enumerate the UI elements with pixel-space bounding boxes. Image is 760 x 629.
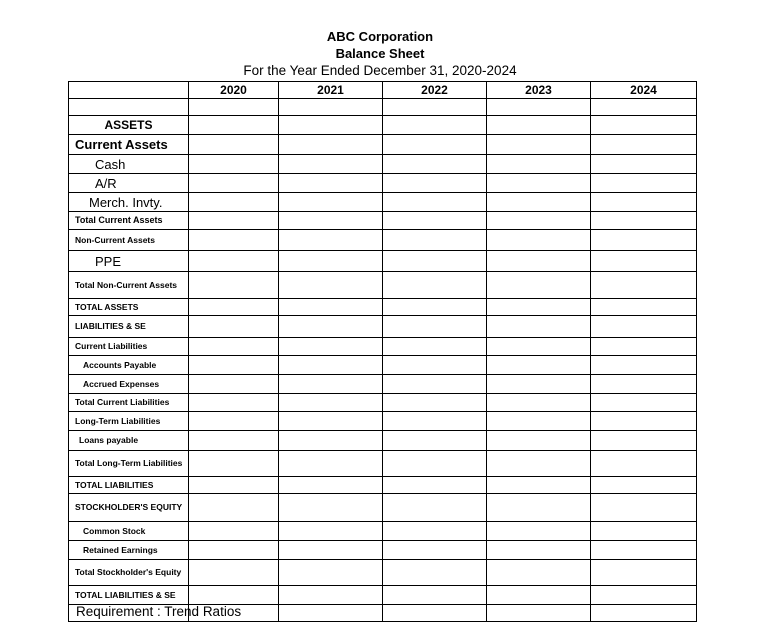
row-label-cell [69,431,189,451]
row-label-cell [69,394,189,412]
table-row [69,560,697,586]
row-label-cell [69,356,189,375]
value-cell [591,477,697,494]
value-cell [279,316,383,338]
value-cell [487,338,591,356]
value-cell [279,338,383,356]
value-cell [189,541,279,560]
value-cell [383,193,487,212]
value-cell [591,522,697,541]
value-cell [383,230,487,251]
row-label-cell [69,299,189,316]
value-cell [591,272,697,299]
row-label-cell [69,230,189,251]
value-cell [591,116,697,135]
value-cell [189,99,279,116]
value-cell [279,451,383,477]
value-cell [383,251,487,272]
value-cell [487,135,591,155]
year-header: 2021 [279,82,383,99]
value-cell [487,375,591,394]
value-cell [279,155,383,174]
row-label: Current Assets [75,137,168,152]
value-cell [591,251,697,272]
value-cell [487,394,591,412]
value-cell [189,477,279,494]
row-label: Current Liabilities [75,341,148,351]
value-cell [189,193,279,212]
table-row [69,174,697,193]
table-row [69,99,697,116]
value-cell [383,394,487,412]
value-cell [487,356,591,375]
row-label-cell [69,251,189,272]
value-cell [189,494,279,522]
balance-sheet-table [68,81,697,622]
value-cell [279,586,383,605]
value-cell [279,541,383,560]
value-cell [487,174,591,193]
value-cell [487,230,591,251]
year-header: 2022 [383,82,487,99]
year-header: 2023 [487,82,591,99]
value-cell [189,230,279,251]
value-cell [279,116,383,135]
value-cell [487,560,591,586]
value-cell [279,522,383,541]
row-label: A/R [95,175,117,191]
value-cell [487,494,591,522]
row-label: Merch. Invty. [89,194,163,210]
value-cell [279,356,383,375]
table-row [69,230,697,251]
row-label-cell [69,494,189,522]
value-cell [189,412,279,431]
row-label: Cash [95,156,126,172]
value-cell [189,560,279,586]
value-cell [591,494,697,522]
table-row [69,494,697,522]
value-cell [279,212,383,230]
value-cell [591,299,697,316]
table-row [69,586,697,605]
table-row [69,193,697,212]
value-cell [383,272,487,299]
value-cell [279,251,383,272]
value-cell [591,394,697,412]
value-cell [383,412,487,431]
value-cell [591,451,697,477]
corner-cell [69,82,189,99]
value-cell [189,394,279,412]
row-label: Retained Earnings [83,544,158,555]
value-cell [279,560,383,586]
value-cell [383,99,487,116]
value-cell [591,155,697,174]
table-row [69,316,697,338]
value-cell [383,451,487,477]
row-label: Loans payable [79,435,139,445]
value-cell [591,135,697,155]
row-label-cell [69,586,189,605]
value-cell [279,394,383,412]
row-label-cell [69,375,189,394]
value-cell [189,431,279,451]
table-row [69,412,697,431]
value-cell [189,272,279,299]
value-cell [279,412,383,431]
value-cell [189,356,279,375]
value-cell [383,212,487,230]
table-row [69,431,697,451]
value-cell [487,299,591,316]
row-label: Non-Current Assets [75,234,155,245]
value-cell [383,338,487,356]
value-cell [487,99,591,116]
value-cell [487,251,591,272]
row-label: Accounts Payable [83,359,157,370]
value-cell [487,212,591,230]
value-cell [591,586,697,605]
row-label: Total Current Liabilities [75,397,170,407]
value-cell [487,431,591,451]
value-cell [591,560,697,586]
value-cell [383,299,487,316]
row-label: TOTAL LIABILITIES & SE [75,589,176,600]
row-label-cell [69,316,189,338]
value-cell [383,560,487,586]
table-row [69,135,697,155]
value-cell [279,431,383,451]
row-label: PPE [95,253,122,269]
value-cell [591,375,697,394]
value-cell [279,193,383,212]
row-label: TOTAL LIABILITIES [75,479,154,490]
row-label: Total Current Assets [75,215,163,225]
requirement-note: Requirement : Trend Ratios [76,604,242,619]
value-cell [279,375,383,394]
value-cell [189,251,279,272]
value-cell [591,99,697,116]
row-label-cell [69,212,189,230]
value-cell [487,605,591,622]
row-label: Accrued Expenses [83,378,160,389]
table-row [69,116,697,135]
value-cell [279,299,383,316]
value-cell [591,338,697,356]
value-cell [279,605,383,622]
value-cell [487,272,591,299]
value-cell [189,451,279,477]
value-cell [487,116,591,135]
value-cell [591,230,697,251]
row-label: TOTAL ASSETS [75,301,139,312]
value-cell [279,135,383,155]
value-cell [383,174,487,193]
row-label-cell [69,116,189,135]
table-row [69,375,697,394]
row-label-cell [69,174,189,193]
row-label: Total Non-Current Assets [75,279,178,290]
value-cell [591,541,697,560]
table-row [69,299,697,316]
row-label-cell [69,541,189,560]
table-row [69,272,697,299]
value-cell [487,586,591,605]
value-cell [189,299,279,316]
table-row [69,155,697,174]
company-name: ABC Corporation [326,29,434,44]
value-cell [591,431,697,451]
row-label: Total Stockholder's Equity [75,567,182,577]
value-cell [189,116,279,135]
value-cell [383,586,487,605]
value-cell [487,155,591,174]
value-cell [487,541,591,560]
value-cell [591,174,697,193]
value-cell [189,212,279,230]
table-row [69,541,697,560]
row-label-cell [69,522,189,541]
value-cell [591,212,697,230]
value-cell [383,431,487,451]
value-cell [279,230,383,251]
year-header-row [69,82,697,99]
value-cell [383,522,487,541]
row-label-cell [69,412,189,431]
value-cell [591,316,697,338]
row-label-cell [69,477,189,494]
row-label: LIABILITIES & SE [75,321,146,331]
value-cell [383,316,487,338]
table-row [69,477,697,494]
value-cell [591,605,697,622]
value-cell [591,356,697,375]
table-row [69,451,697,477]
row-label: STOCKHOLDER'S EQUITY [75,502,183,512]
value-cell [189,375,279,394]
value-cell [189,316,279,338]
value-cell [279,494,383,522]
period-line: For the Year Ended December 31, 2020-2024 [243,63,517,78]
value-cell [487,477,591,494]
value-cell [279,174,383,193]
table-row [69,338,697,356]
value-cell [591,412,697,431]
table-row [69,522,697,541]
row-label: ASSETS [104,117,153,132]
row-label: Common Stock [83,525,146,536]
row-label: Long-Term Liabilities [75,415,161,426]
value-cell [383,494,487,522]
row-label-cell [69,338,189,356]
value-cell [383,375,487,394]
value-cell [189,174,279,193]
table-row [69,212,697,230]
value-cell [279,477,383,494]
value-cell [189,586,279,605]
value-cell [383,605,487,622]
value-cell [189,135,279,155]
year-header: 2024 [591,82,697,99]
value-cell [383,477,487,494]
value-cell [189,155,279,174]
value-cell [383,541,487,560]
value-cell [189,338,279,356]
value-cell [383,356,487,375]
row-label-cell [69,99,189,116]
row-label-cell [69,451,189,477]
table-row [69,394,697,412]
value-cell [487,412,591,431]
value-cell [487,316,591,338]
row-label-cell [69,155,189,174]
row-label-cell [69,193,189,212]
value-cell [591,193,697,212]
row-label-cell [69,272,189,299]
value-cell [487,522,591,541]
table-row [69,356,697,375]
value-cell [383,155,487,174]
statement-title: Balance Sheet [335,46,425,61]
row-label-cell [69,560,189,586]
value-cell [383,116,487,135]
row-label-cell [69,135,189,155]
value-cell [487,193,591,212]
year-header: 2020 [189,82,279,99]
value-cell [383,135,487,155]
value-cell [279,272,383,299]
value-cell [487,451,591,477]
table-row [69,251,697,272]
value-cell [189,522,279,541]
value-cell [279,99,383,116]
row-label: Total Long-Term Liabilities [75,458,183,468]
